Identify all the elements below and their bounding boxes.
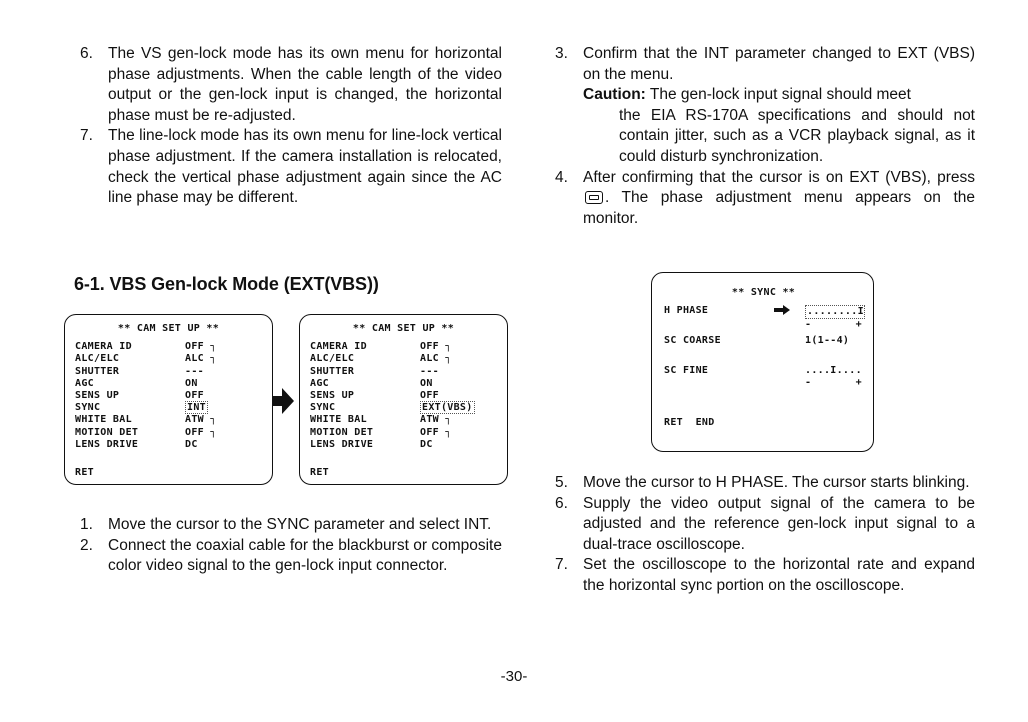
list-item <box>555 494 975 556</box>
list-item <box>80 536 502 577</box>
item-text: Supply the video output signal of the camera to be adjusted and the reference gen-lock input signal to a dual-trace oscilloscope. <box>583 494 975 553</box>
item-number: 4. <box>555 168 568 186</box>
caution-first-line: The gen-lock input signal should meet <box>649 86 911 104</box>
set-button-icon <box>585 191 603 204</box>
menu-row: LENS DRIVE DC <box>310 438 433 450</box>
h-phase-scale: - + <box>805 319 862 331</box>
list-item <box>555 44 975 85</box>
item-number: 6. <box>80 45 93 62</box>
menu-row: WHITE BAL ATW ┐ <box>310 414 452 426</box>
list-item <box>555 555 975 596</box>
menu-title: ** SYNC ** <box>731 287 796 298</box>
arrow-right-icon <box>272 388 294 414</box>
caution <box>555 85 975 167</box>
item-text: Confirm that the INT parameter changed to EXT (VBS) on the menu. <box>583 45 975 83</box>
item-text: Set the oscilloscope to the horizontal rate and expand the horizontal sync portion on the oscilloscope. <box>583 556 975 594</box>
list-item <box>80 515 502 536</box>
menu-row: LENS DRIVE DC <box>75 438 198 450</box>
menu-row: ALC/ELC ALC ┐ <box>75 353 217 365</box>
left-column <box>80 44 502 209</box>
item-number: 3. <box>555 45 568 62</box>
list-item <box>555 168 975 230</box>
right-column <box>555 44 975 229</box>
menu-row-sync: SYNC EXT(VBS) <box>310 402 473 414</box>
menu-title: ** CAM SET UP ** <box>352 323 455 334</box>
list-item <box>80 126 502 208</box>
sync-menu <box>651 272 874 452</box>
section-heading: 6-1. VBS Gen-lock Mode (EXT(VBS)) <box>74 274 379 294</box>
item-number: 2. <box>80 536 93 554</box>
menu-row: ALC/ELC ALC ┐ <box>310 353 452 365</box>
cam-setup-menu-after <box>299 314 508 485</box>
menu-row: SENS UP OFF <box>75 389 204 401</box>
menu-row: SHUTTER --- <box>75 365 204 377</box>
menu-row: MOTION DET OFF ┐ <box>75 426 217 438</box>
menu-ret: RET <box>310 466 329 478</box>
item-number: 6. <box>555 494 568 512</box>
menu-row: MOTION DET OFF ┐ <box>310 426 452 438</box>
menu-ret: RET <box>75 466 94 478</box>
menu-row: CAMERA ID OFF ┐ <box>310 341 452 353</box>
menu-row: WHITE BAL ATW ┐ <box>75 414 217 426</box>
list-item <box>80 44 502 126</box>
menu-row: CAMERA ID OFF ┐ <box>75 341 217 353</box>
menu-row-h-phase <box>664 305 873 335</box>
sc-coarse-label: SC COARSE <box>664 335 721 347</box>
item-text: The line-lock mode has its own menu for line-lock vertical phase adjustment. If the camera installation is relocated, check the vertical phase adjustment again since the AC line phase may be different. <box>108 127 502 207</box>
item-number: 7. <box>555 556 568 574</box>
right-steps <box>555 473 975 597</box>
page-number: -30- <box>500 668 528 685</box>
h-phase-bar: ........I <box>805 305 865 319</box>
sc-coarse-value: 1(1--4) <box>805 335 850 347</box>
h-phase-label: H PHASE <box>664 305 709 317</box>
item-text: Move the cursor to the SYNC parameter and select INT. <box>108 516 492 533</box>
cam-setup-menu-before <box>64 314 273 485</box>
sync-value: INT <box>187 402 206 414</box>
menu-row-sc-fine <box>664 365 873 395</box>
menu-ret-end: RET END <box>664 417 715 429</box>
item-text: Move the cursor to H PHASE. The cursor starts blinking. <box>583 474 970 491</box>
item-number: 5. <box>555 474 568 491</box>
sc-fine-scale: - + <box>805 377 862 389</box>
item-number: 1. <box>80 516 93 533</box>
list-item <box>555 473 975 494</box>
menu-row: SHUTTER --- <box>310 365 439 377</box>
sc-fine-bar: ....I.... <box>805 365 862 377</box>
item-text: The VS gen-lock mode has its own menu for horizontal phase adjustments. When the cable length of the video output or the gen-lock input is changed, the horizontal phase must be re-adjusted. <box>108 45 502 124</box>
sc-fine-label: SC FINE <box>664 365 709 377</box>
menu-row-sc-coarse <box>664 335 873 365</box>
menu-row: AGC ON <box>75 377 198 389</box>
item-text: Connect the coaxial cable for the blackburst or composite color video signal to the gen-lock input connector. <box>108 536 502 575</box>
item-text: After confirming that the cursor is on EXT (VBS), press . The phase adjustment menu appears on the monitor. <box>583 168 975 227</box>
menu-title: ** CAM SET UP ** <box>117 323 220 334</box>
menu-row: SENS UP OFF <box>310 389 439 401</box>
left-steps <box>80 515 502 577</box>
caution-label: Caution: <box>583 86 646 104</box>
sync-value: EXT(VBS) <box>422 402 473 414</box>
item-number: 7. <box>80 127 93 145</box>
cursor-arrow-icon <box>759 305 805 319</box>
caution-body: the EIA RS-170A specifications and should not contain jitter, such as a VCR playback signal, as it could disturb synchronization. <box>619 106 975 165</box>
menu-row: AGC ON <box>310 377 433 389</box>
menu-row-sync: SYNC INT <box>75 402 206 414</box>
